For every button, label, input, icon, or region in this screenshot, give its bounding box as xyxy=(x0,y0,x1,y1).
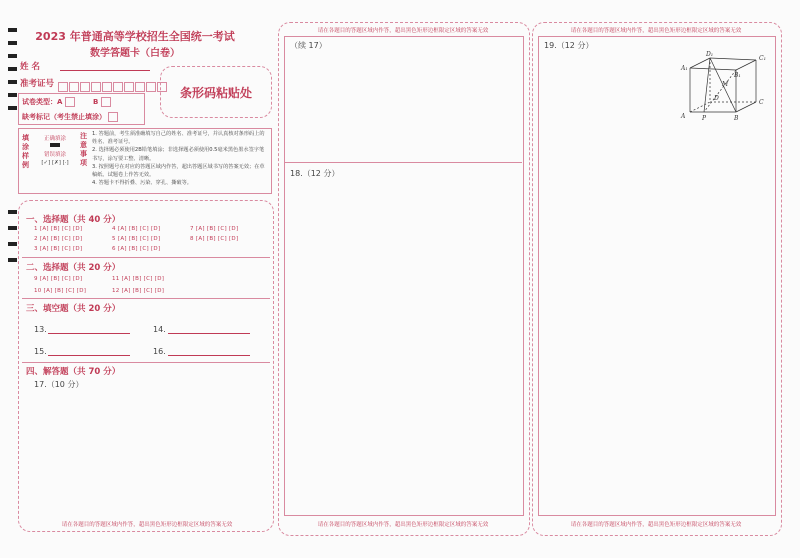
mc-q2[interactable]: 2 [A] [B] [C] [D] xyxy=(34,236,83,242)
notes-label: 注意事项 xyxy=(80,132,87,167)
paper-type-label: 试卷类型：A xyxy=(22,97,76,107)
divider-1 xyxy=(22,257,270,258)
fill-example: 正确填涂 错误填涂 [✓] [✗] [·] xyxy=(41,136,69,166)
absent-box[interactable] xyxy=(108,112,118,122)
exam-subtitle: 数学答题卡（白卷） xyxy=(90,48,180,59)
middle-warning-top: 请在各题目的答题区域内作答，超出黑色矩形边框限定区域的答案无效 xyxy=(317,28,489,34)
timing-marks-bottom xyxy=(8,210,17,274)
label-d: D xyxy=(714,95,719,102)
mc-q3[interactable]: 3 [A] [B] [C] [D] xyxy=(34,246,83,252)
mc-block-2 xyxy=(22,272,268,298)
mc-block-1 xyxy=(22,224,268,254)
divider-2 xyxy=(22,298,270,299)
label-b: B xyxy=(734,115,739,122)
section-3-title: 三、填空题（共 20 分） xyxy=(26,304,121,314)
type-a-box[interactable] xyxy=(65,97,75,107)
label-m: M xyxy=(722,81,729,88)
middle-warning-bottom: 请在各题目的答题区域内作答，超出黑色矩形边框限定区域的答案无效 xyxy=(317,522,489,528)
label-c1: C₁ xyxy=(759,55,766,62)
q17-answer-area[interactable] xyxy=(26,390,264,508)
label-p: P xyxy=(702,115,707,122)
fill-q14-label: 14. xyxy=(153,325,166,334)
middle-divider xyxy=(284,162,522,163)
section-2-title: 二、选择题（共 20 分） xyxy=(26,263,121,273)
mc-q8[interactable]: 8 [A] [B] [C] [D] xyxy=(190,236,239,242)
fill-q15-line[interactable] xyxy=(48,355,130,356)
name-label: 姓 名 xyxy=(20,62,40,72)
mc-q10[interactable]: 10 [A] [B] [C] [D] xyxy=(34,288,87,294)
q17-label: 17.（10 分） xyxy=(34,380,84,389)
mc-q11[interactable]: 11 [A] [B] [C] [D] xyxy=(112,276,165,282)
absent-label: 缺考标记（考生禁止填涂） xyxy=(22,112,119,122)
fill-q13-label: 13. xyxy=(34,325,47,334)
fill-q14-line[interactable] xyxy=(168,333,250,334)
timing-marks-top xyxy=(8,28,17,119)
fill-q16-label: 16. xyxy=(153,347,166,356)
fill-q13-line[interactable] xyxy=(48,333,130,334)
fill-q15-label: 15. xyxy=(34,347,47,356)
mc-q4[interactable]: 4 [A] [B] [C] [D] xyxy=(112,226,161,232)
mc-q9[interactable]: 9 [A] [B] [C] [D] xyxy=(34,276,83,282)
q17-cont-answer-area[interactable] xyxy=(286,52,520,160)
q18-answer-area[interactable] xyxy=(286,180,520,510)
section-4-title: 四、解答题（共 70 分） xyxy=(26,367,121,377)
fill-q16-line[interactable] xyxy=(168,355,250,356)
cube-figure xyxy=(676,48,772,124)
left-warning: 请在各题目的答题区域内作答，超出黑色矩形边框限定区域的答案无效 xyxy=(61,522,233,528)
id-label: 准考证号 xyxy=(20,79,55,89)
right-warning-bottom: 请在各题目的答题区域内作答，超出黑色矩形边框限定区域的答案无效 xyxy=(570,522,742,528)
mc-q12[interactable]: 12 [A] [B] [C] [D] xyxy=(112,288,165,294)
q19-answer-area[interactable] xyxy=(540,130,772,510)
q18-label: 18.（12 分） xyxy=(290,169,340,178)
barcode-area: 条形码粘贴处 xyxy=(160,66,272,118)
mc-q5[interactable]: 5 [A] [B] [C] [D] xyxy=(112,236,161,242)
notes-list: 1. 答题前，考生须准确填写自己的姓名、准考证号，并认真核对条形码上的姓名、准考证号。 2. 选择题必须使用2B铅笔填涂；非选择题必须使用0.5毫米黑色墨水签字笔书写，涂写要工整、清晰。 3. 按照题号在对应的答题区域内作答，超出答题区域书写的答案无效；在草稿纸、试题卷上作答无效。 4. 答题卡不得折叠、污染、穿孔、撕破等。 xyxy=(92,131,265,187)
mc-q1[interactable]: 1 [A] [B] [C] [D] xyxy=(34,226,83,232)
exam-title: 2023 年普通高等学校招生全国统一考试 xyxy=(35,30,235,43)
right-warning-top: 请在各题目的答题区域内作答，超出黑色矩形边框限定区域的答案无效 xyxy=(570,28,742,34)
q17-cont-label: （续 17） xyxy=(290,41,327,50)
label-a1: A₁ xyxy=(681,65,688,72)
name-field[interactable] xyxy=(60,70,150,71)
paper-type-b: B xyxy=(93,97,112,107)
label-a: A xyxy=(681,113,686,120)
label-c: C xyxy=(759,99,764,106)
label-b1: B₁ xyxy=(734,72,741,79)
mc-q7[interactable]: 7 [A] [B] [C] [D] xyxy=(190,226,239,232)
mc-q6[interactable]: 6 [A] [B] [C] [D] xyxy=(112,246,161,252)
q19-label: 19.（12 分） xyxy=(544,41,594,50)
fill-example-label: 填涂样例 xyxy=(22,134,29,169)
label-d1: D₁ xyxy=(706,51,714,58)
type-b-box[interactable] xyxy=(101,97,111,107)
section-1-title: 一、选择题（共 40 分） xyxy=(26,215,121,225)
divider-3 xyxy=(22,362,270,363)
